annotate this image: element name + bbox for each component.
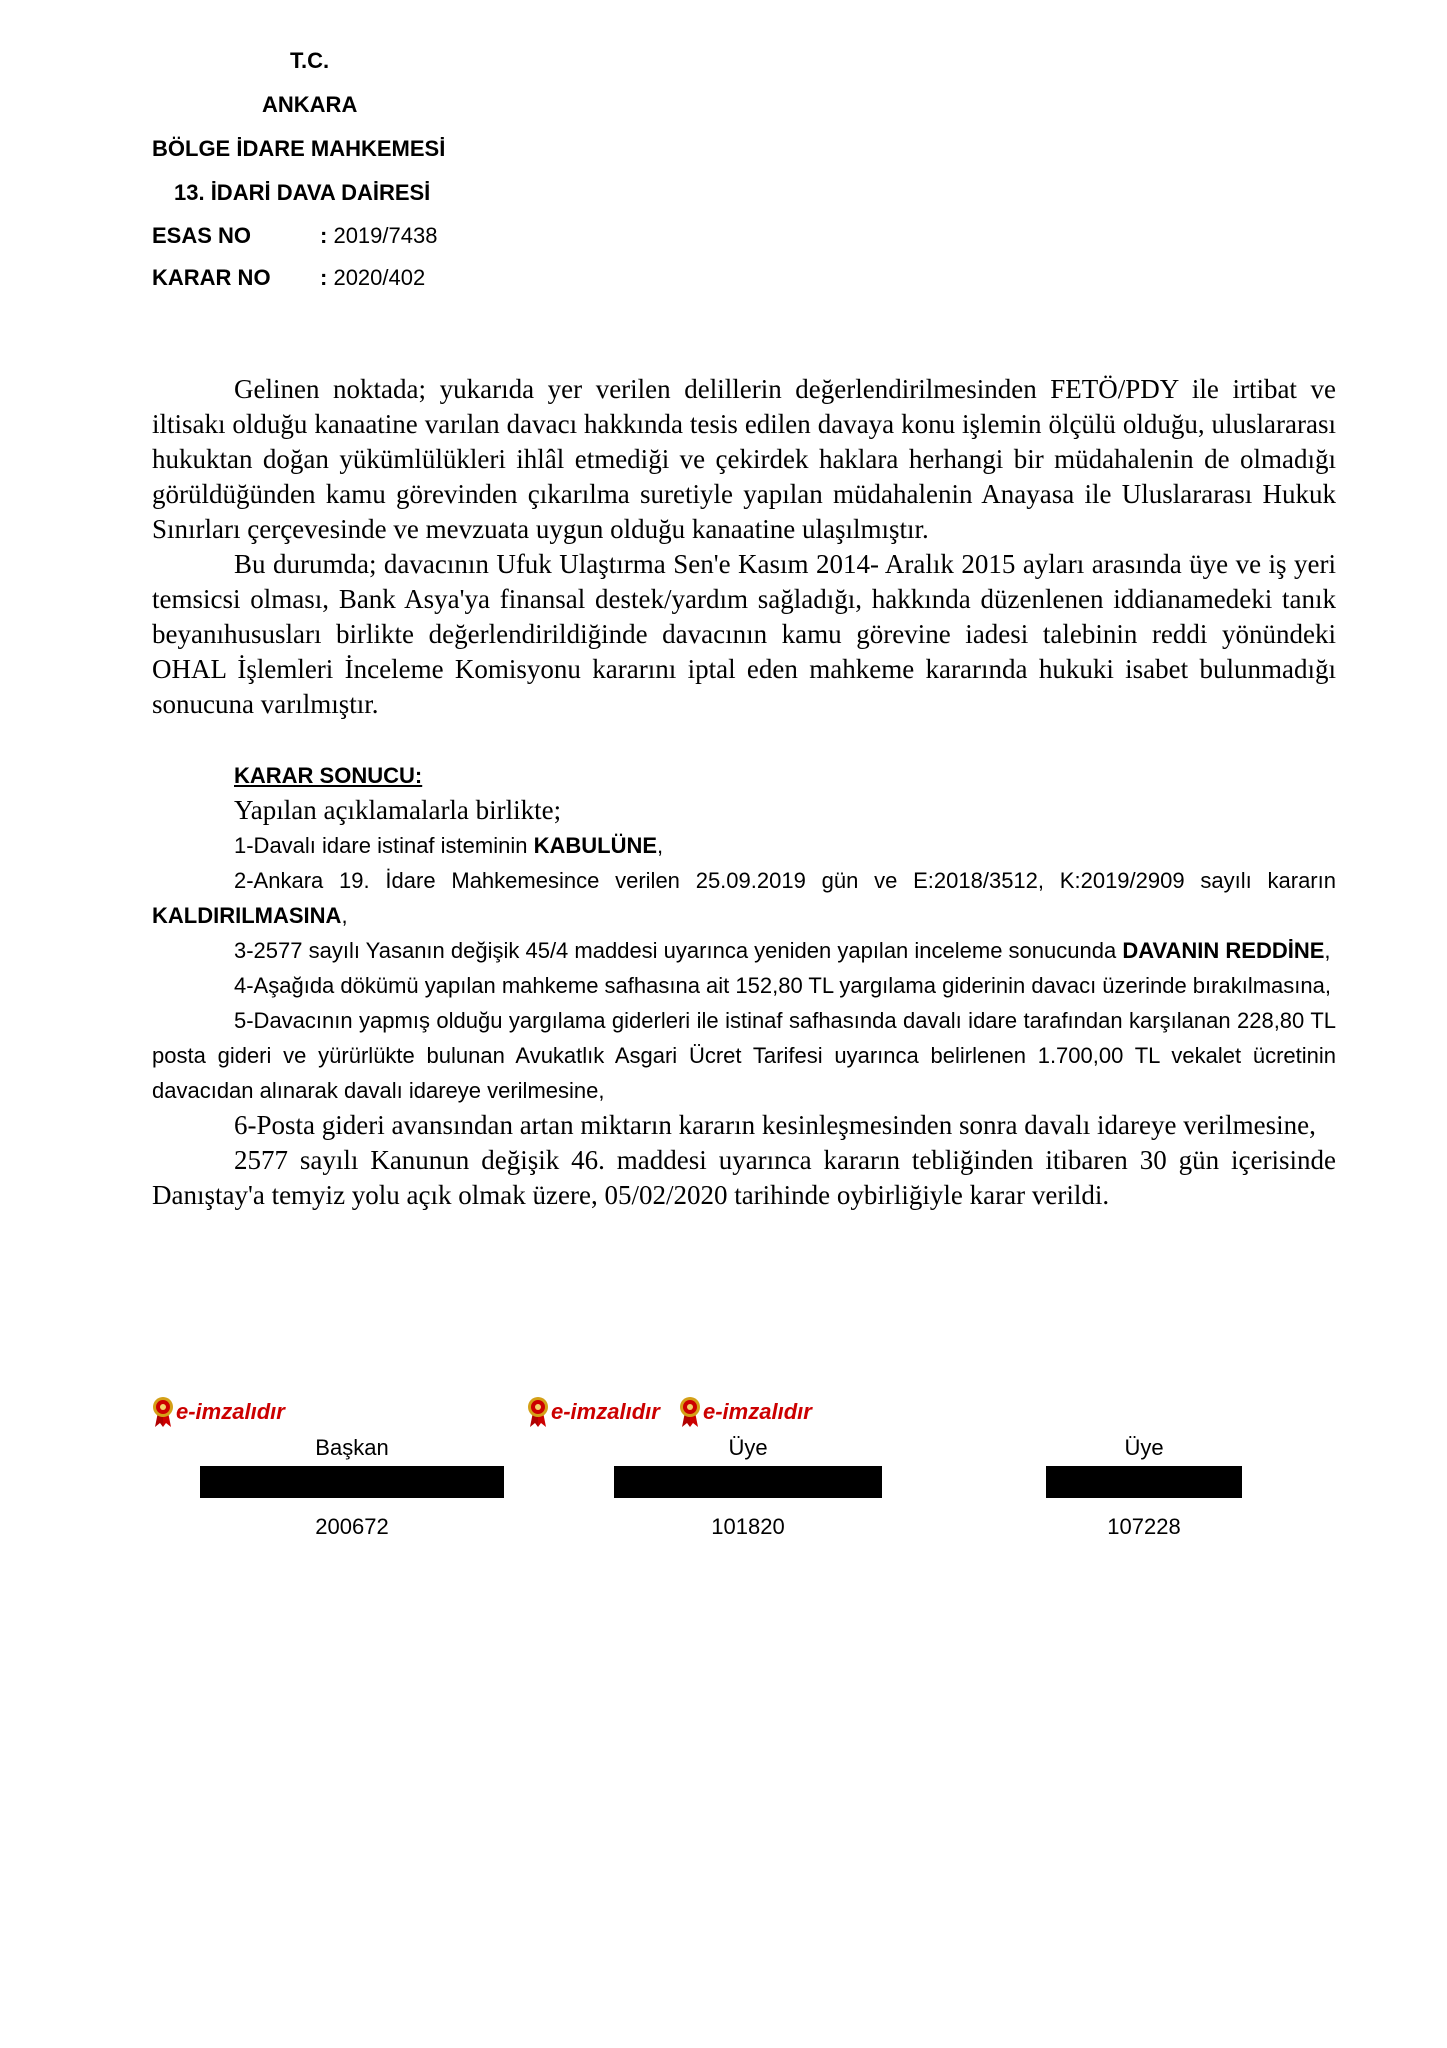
decision-item-2: 2-Ankara 19. İdare Mahkemesince verilen 25.09.2019 gün ve E:2018/3512, K:2019/2909 sayılı kararın KALDIRILMASINA, <box>152 868 1336 928</box>
esig-badge-2: e-imzalıdır <box>527 1396 660 1428</box>
signer-code: 200672 <box>315 1514 389 1539</box>
signer-title: Üye <box>728 1435 768 1460</box>
karar-colon: : <box>320 265 328 290</box>
seal-icon <box>152 1396 174 1428</box>
decision-item-4: 4-Aşağıda dökümü yapılan mahkeme safhasına ait 152,80 TL yargılama giderinin davacı üzerinde bırakılmasına, <box>234 973 1331 998</box>
decision-closing: 2577 sayılı Kanunun değişik 46. maddesi uyarınca kararın tebliğinden itibaren 30 gün içerisinde Danıştay'a temyiz yolu açık olmak üzere, 05/02/2020 tarihinde oybirliğiyle karar verildi. <box>152 1145 1336 1210</box>
signer-title: Başkan <box>315 1435 389 1460</box>
document-body <box>152 372 1336 1213</box>
signer-president <box>200 1432 504 1542</box>
seal-icon <box>527 1396 549 1428</box>
chamber-name: 13. İDARİ DAVA DAİRESİ <box>174 180 431 205</box>
signer-member-1 <box>614 1432 882 1542</box>
esas-row-value <box>320 223 437 249</box>
paragraph-2: Bu durumda; davacının Ufuk Ulaştırma Sen'e Kasım 2014- Aralık 2015 ayları arasında üye ve iş yeri temsicsi olması, Bank Asya'ya finansal destek/yardım sağladığı, hakkında düzenlenen iddianamedeki tanık beyanıhususları birlikte değerlendirildiğinde davacının kamu görevine iadesi talebinin reddi yönündeki OHAL İşlemleri İnceleme Komisyonu kararını iptal eden mahkeme kararında hukuki isabet bulunmadığı sonucuna varılmıştır. <box>152 549 1336 719</box>
city-label: ANKARA <box>262 92 358 117</box>
redacted-name <box>1046 1466 1242 1498</box>
esig-badge-3: e-imzalıdır <box>679 1396 812 1428</box>
karar-value: 2020/402 <box>333 265 426 290</box>
court-name: BÖLGE İDARE MAHKEMESİ <box>152 136 446 161</box>
decision-item-3: 3-2577 sayılı Yasanın değişik 45/4 maddesi uyarınca yeniden yapılan inceleme sonucunda DAVANIN REDDİNE, <box>234 938 1331 963</box>
esig-badge-1: e-imzalıdır <box>152 1396 285 1428</box>
karar-row-value <box>320 265 425 291</box>
karar-label: KARAR NO <box>152 265 271 290</box>
redacted-name <box>614 1466 882 1498</box>
signer-code: 107228 <box>1107 1514 1181 1539</box>
esas-label: ESAS NO <box>152 223 252 248</box>
tc-label: T.C. <box>290 48 330 73</box>
decision-item-1: 1-Davalı idare istinaf isteminin KABULÜNE, <box>234 833 664 858</box>
decision-heading: KARAR SONUCU: <box>234 763 423 788</box>
esas-colon: : <box>320 223 328 248</box>
esas-value: 2019/7438 <box>333 223 438 248</box>
decision-intro: Yapılan açıklamalarla birlikte; <box>234 795 562 825</box>
signer-member-2 <box>1046 1432 1242 1542</box>
decision-item-6: 6-Posta gideri avansından artan miktarın kararın kesinleşmesinden sonra davalı idareye verilmesine, <box>234 1110 1316 1140</box>
seal-icon <box>679 1396 701 1428</box>
decision-item-5: 5-Davacının yapmış olduğu yargılama giderleri ile istinaf safhasında davalı idare tarafından karşılanan 228,80 TL posta gideri ve yürürlükte bulunan Avukatlık Asgari Ücret Tarifesi uyarınca belirlenen 1.700,00 TL vekalet ücretinin davacıdan alınarak davalı idareye verilmesine, <box>152 1008 1336 1103</box>
redacted-name <box>200 1466 504 1498</box>
signer-code: 101820 <box>711 1514 785 1539</box>
paragraph-1: Gelinen noktada; yukarıda yer verilen delillerin değerlendirilmesinden FETÖ/PDY ile irtibat ve iltisakı olduğu kanaatine varılan davacı hakkında tesis edilen davaya konu işlemin ölçülü olduğu, uluslararası hukuktan doğan yükümlülükleri ihlâl etmediği ve çekirdek haklara herhangi bir müdahalenin de olmadığı görüldüğünden kamu görevinden çıkarılma suretiyle yapılan müdahalenin Anayasa ile Uluslararası Hukuk Sınırları çerçevesinde ve mevzuata uygun olduğu kanaatine ulaşılmıştır. <box>152 374 1336 544</box>
signer-title: Üye <box>1124 1435 1164 1460</box>
